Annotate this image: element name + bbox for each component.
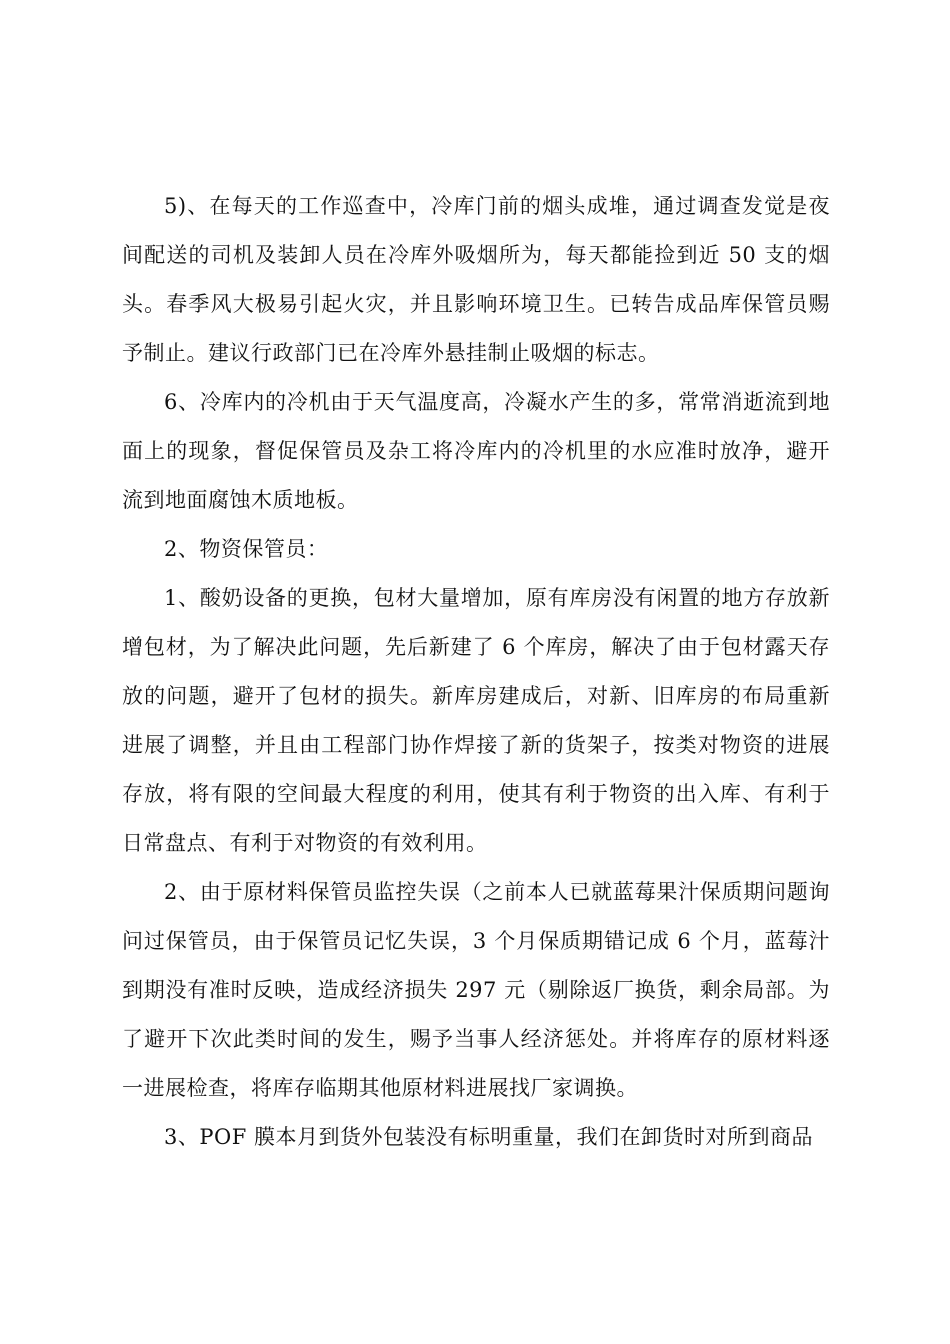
paragraph-5-cold-storage-smoking: 5)、在每天的工作巡查中，冷库门前的烟头成堆，通过调查发觉是夜间配送的司机及装卸人员在冷库外吸烟所为，每天都能捡到近 50 支的烟头。春季风大极易引起火灾，并且影响环境卫生。已转告成品库保管员赐予制止。建议行政部门已在冷库外悬挂制止吸烟的标志。	[122, 194, 830, 365]
paragraph-1-new-warehouses: 1、酸奶设备的更换，包材大量增加，原有库房没有闲置的地方存放新增包材，为了解决此问题，先后新建了 6 个库房，解决了由于包材露天存放的问题，避开了包材的损失。新库房建成后，对新、旧库房的布局重新进展了调整，并且由工程部门协作焊接了新的货架子，按类对物资的进展存放，将有限的空间最大程度的利用，使其有利于物资的出入库、有利于日常盘点、有利于对物资的有效利用。	[122, 586, 830, 855]
document-body	[122, 182, 830, 1162]
paragraph-3-pof-film: 3、POF 膜本月到货外包装没有标明重量，我们在卸货时对所到商品	[164, 1125, 813, 1149]
paragraph-6-cold-storage-condensation: 6、冷库内的冷机由于天气温度高，冷凝水产生的多，常常消逝流到地面上的现象，督促保管员及杂工将冷库内的冷机里的水应准时放净，避开流到地面腐蚀木质地板。	[122, 390, 830, 512]
section-heading-materials-keeper: 2、物资保管员：	[164, 537, 329, 561]
paragraph-2-raw-material-expiry: 2、由于原材料保管员监控失误（之前本人已就蓝莓果汁保质期问题询问过保管员，由于保管员记忆失误，3 个月保质期错记成 6 个月，蓝莓汁到期没有准时反映，造成经济损失 297 元（剔除返厂换货，剩余局部。为了避开下次此类时间的发生，赐予当事人经济惩处。并将库存的原材料逐一进展检查，将库存临期其他原材料进展找厂家调换。	[122, 880, 830, 1100]
